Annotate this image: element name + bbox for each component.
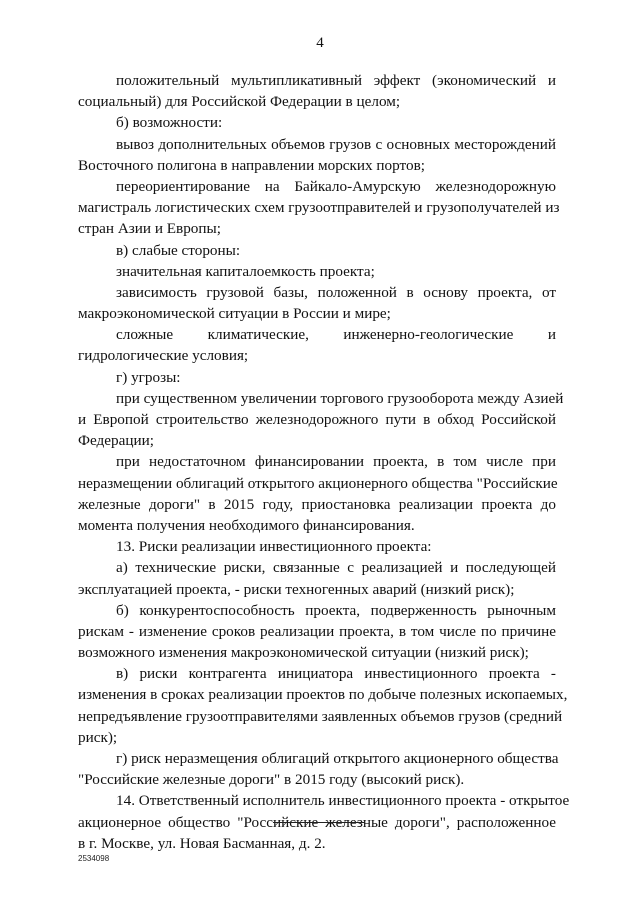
text-line: и Европой строительство железнодорожного пути в обход Российской: [78, 411, 556, 428]
text-line: изменения в сроках реализации проектов по добыче полезных ископаемых,: [78, 686, 568, 704]
text-line: а) технические риски, связанные с реализацией и последующей: [116, 559, 556, 577]
text-line: Восточного полигона в направлении морских портов;: [78, 156, 425, 174]
text-line: положительный мультипликативный эффект (экономический и: [116, 72, 556, 89]
text-line: акционерное общество "Российские железные дороги", расположенное: [78, 813, 556, 831]
text-line: сложные климатические, инженерно-геологические и: [116, 326, 556, 344]
text-line: "Российские железные дороги" в 2015 году (высокий риск).: [78, 771, 465, 789]
text-line: железные дороги" в 2015 году, приостановка реализации проекта до: [78, 495, 556, 513]
text-line: зависимость грузовой базы, положенной в основу проекта, от: [116, 283, 556, 301]
text-line: г) угрозы:: [116, 368, 181, 386]
text-line: в г. Москве, ул. Новая Басманная, д. 2.: [78, 834, 326, 852]
text-line: в) слабые стороны:: [116, 241, 241, 259]
text-line: значительная капиталоемкость проекта;: [116, 262, 375, 280]
text-line: б) возможности:: [116, 114, 223, 132]
document-code: 2534098: [78, 854, 110, 863]
text-line: переориентирование на Байкало-Амурскую железнодорожную: [116, 177, 556, 195]
text-line: эксплуатацией проекта, - риски техногенных аварий (низкий риск);: [78, 580, 515, 598]
text-line: при недостаточном финансировании проекта, в том числе при: [116, 453, 556, 471]
page-number: 4: [316, 35, 324, 51]
text-line: при существенном увеличении торгового грузооборота между Азией: [116, 389, 564, 407]
text-line: неразмещении облигаций открытого акционерного общества "Российские: [78, 474, 558, 492]
text-line: гидрологические условия;: [78, 347, 249, 365]
text-line: Федерации;: [78, 432, 154, 450]
text-line: г) риск неразмещения облигаций открытого акционерного общества: [116, 750, 559, 767]
text-line: макроэкономической ситуации в России и мире;: [78, 305, 391, 323]
text-line: в) риски контрагента инициатора инвестиционного проекта -: [116, 665, 556, 683]
text-line: стран Азии и Европы;: [78, 220, 221, 238]
text-line: социальный) для Российской Федерации в целом;: [78, 93, 401, 111]
text-line: магистраль логистических схем грузоотправителей и грузополучателей из: [78, 199, 560, 217]
text-line: возможного изменения макроэкономической ситуации (низкий риск);: [78, 644, 529, 662]
text-line: риск);: [78, 728, 118, 746]
closing-rule: [273, 822, 364, 823]
text-line: 13. Риски реализации инвестиционного проекта:: [116, 538, 432, 556]
document-body: [78, 70, 570, 854]
text-line: б) конкурентоспособность проекта, подверженность рыночным: [116, 601, 556, 619]
text-line: рискам - изменение сроков реализации проекта, в том числе по причине: [78, 622, 556, 640]
text-line: момента получения необходимого финансирования.: [78, 516, 415, 534]
text-line: 14. Ответственный исполнитель инвестиционного проекта - открытое: [116, 792, 570, 810]
text-line: вывоз дополнительных объемов грузов с основных месторождений: [116, 135, 556, 153]
text-line: непредъявление грузоотправителями заявленных объемов грузов (средний: [78, 707, 563, 725]
